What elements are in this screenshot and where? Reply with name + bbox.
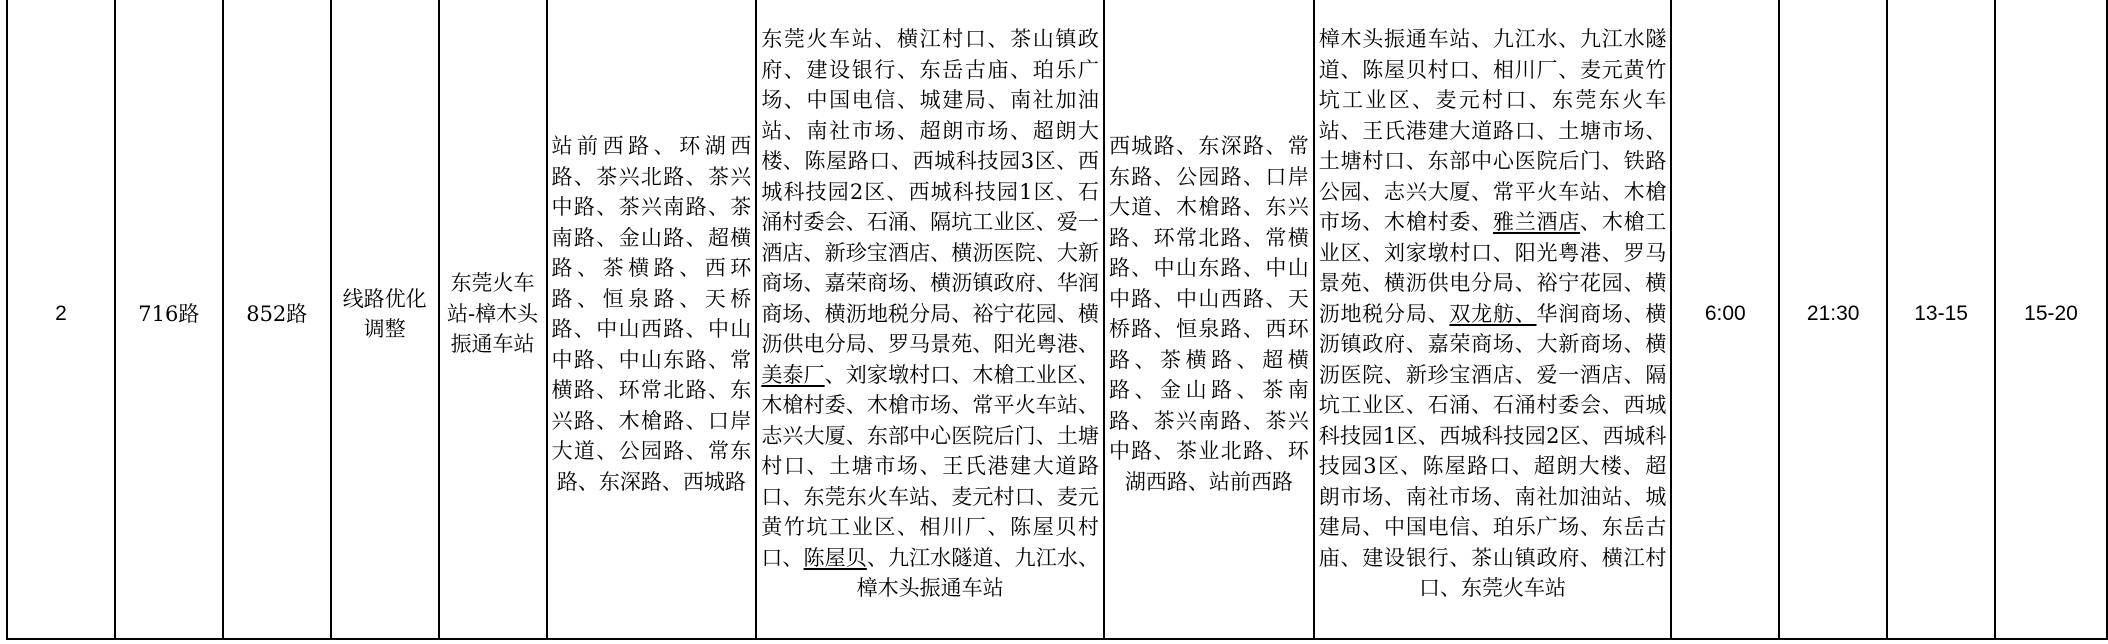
route-adjustment-table: [6, 0, 2108, 640]
underlined-stop: 雅兰酒店: [1492, 210, 1581, 235]
up-stops-text: 东莞火车站、横江村口、茶山镇政府、建设银行、东岳古庙、珀乐广场、中国电信、城建局、南社加油站、南社市场、超朗市场、超朗大楼、陈屋路口、西城科技园3区、西城科技园2区、西城科技园1区、石涌村委会、石涌、隔坑工业区、爱一酒店、新珍宝酒店、横沥医院、大新商场、嘉荣商场、横沥镇政府、华润商场、横沥地税分局、裕宁花园、横沥供电分局、罗马景苑、阳光粤港、: [761, 27, 1099, 357]
table-row: [7, 0, 2107, 639]
adjust-type-cell: 线路优化调整: [331, 0, 439, 639]
underlined-stop: 双龙舫、: [1449, 301, 1537, 326]
up-stops-text: 、刘家墩村口、木槍工业区、木槍村委、木槍市场、常平火车站、志兴大厦、东部中心医院后门、土塘村口、土塘市场、王氏港建大道路口、东莞东火车站、麦元村口、麦元黄竹坑工业区、相川厂、陈屋贝村口、: [761, 362, 1099, 570]
peak-interval-cell: 13-15: [1887, 0, 1995, 639]
up-stops-cell: [756, 0, 1104, 639]
underlined-stop: 陈屋贝: [803, 545, 867, 570]
down-stops-text: 、木槍工业区、刘家墩村口、阳光粤港、罗马景苑、横沥供电分局、裕宁花园、横沥地税分局、: [1318, 210, 1667, 326]
down-stops-text: 樟木头振通车站、九江水、九江水隧道、陈屋贝村口、相川厂、麦元黄竹坑工业区、麦元村口、东莞东火车站、王氏港建大道路口、土塘市场、土塘村口、东部中心医院后门、铁路公园、志兴大厦、常平火车站、木槍市场、木槍村委、: [1318, 27, 1667, 235]
up-stops-text: 、九江水隧道、九江水、樟木头振通车站: [856, 545, 1099, 601]
seq-number-cell: 2: [7, 0, 115, 639]
last-bus-cell: 21:30: [1779, 0, 1887, 639]
down-roads-cell: 西城路、东深路、常东路、公园路、口岸大道、木槍路、东兴路、环常北路、常横路、中山东路、中山中路、中山西路、天桥路、恒泉路、西环路、茶横路、超横路、金山路、茶南路、茶兴南路、茶兴中路、茶业北路、环湖西路、站前西路: [1104, 0, 1314, 639]
old-route-cell: 716路: [115, 0, 223, 639]
down-stops-cell: [1314, 0, 1672, 639]
first-bus-cell: 6:00: [1671, 0, 1779, 639]
underlined-stop: 美泰厂: [761, 362, 825, 387]
offpeak-interval-cell: 15-20: [1995, 0, 2107, 639]
new-route-cell: 852路: [223, 0, 331, 639]
down-stops-text: 华润商场、横沥镇政府、嘉荣商场、大新商场、横沥医院、新珍宝酒店、爱一酒店、隔坑工业区、石涌、石涌村委会、西城科技园1区、西城科技园2区、西城科技园3区、陈屋路口、超朗大楼、超朗市场、南社市场、南社加油站、城建局、中国电信、珀乐广场、东岳古庙、建设银行、茶山镇政府、横江村口、东莞火车站: [1318, 301, 1667, 601]
up-roads-cell: 站前西路、环湖西路、茶兴北路、茶兴中路、茶兴南路、茶南路、金山路、超横路、茶横路、西环路、恒泉路、天桥路、中山西路、中山中路、中山东路、常横路、环常北路、东兴路、木槍路、口岸大道、公园路、常东路、东深路、西城路: [547, 0, 757, 639]
terminals-cell: 东莞火车站-樟木头振通车站: [439, 0, 547, 639]
